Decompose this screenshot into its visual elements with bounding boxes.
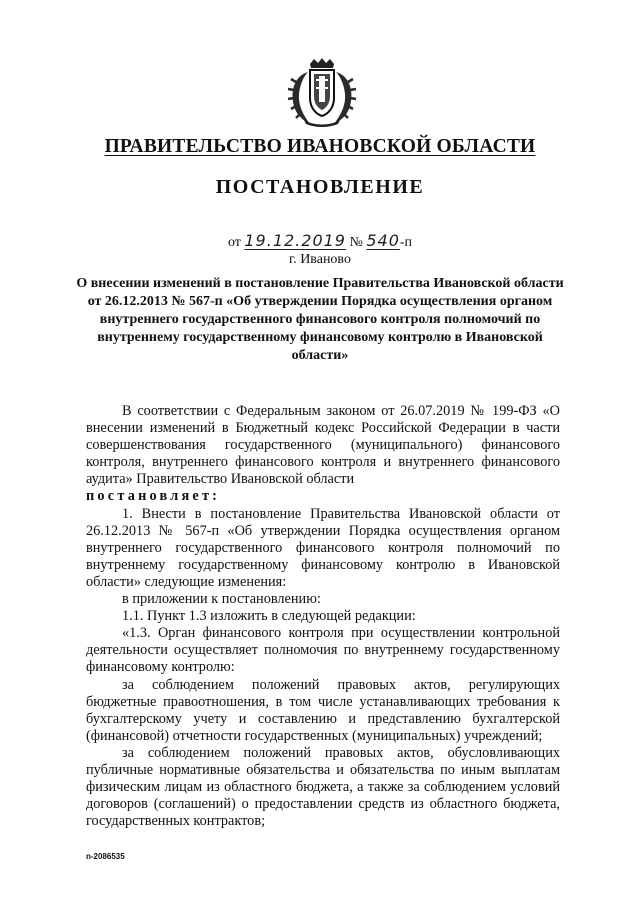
paragraph-3: 1.1. Пункт 1.3 изложить в следующей редакции:: [122, 608, 416, 625]
city: г. Иваново: [289, 252, 351, 267]
footer-code: n-2086535: [86, 852, 125, 861]
document-body: [86, 403, 560, 830]
resolves-line: [86, 488, 560, 505]
organization-title: ПРАВИТЕЛЬСТВО ИВАНОВСКОЙ ОБЛАСТИ: [104, 136, 536, 157]
intro-text: В соответствии с Федеральным законом от 26.07.2019 № 199-ФЗ «О внесении изменений в Бюджетный кодекс Российской Федерации в части совершенствования государственного (муниципального) финансового контроля, внутреннего финансового контроля и внутреннего финансового аудита» Правительство Ивановской области: [86, 403, 560, 488]
date-prefix: от: [227, 235, 241, 250]
date-number-line: [0, 231, 640, 251]
resolves-word: постановляет:: [86, 488, 221, 505]
paragraph-2: в приложении к постановлению:: [122, 591, 321, 608]
document-date: 19.12.2019: [244, 231, 346, 250]
coat-of-arms-icon: [286, 58, 358, 128]
paragraph-1: 1. Внести в постановление Правительства Ивановской области от 26.12.2013 № 567-п «Об утверждении Порядка осуществления органом внутреннего государственного финансового контроля полномочий по внутреннему государственному финансовому контролю в Ивановской области» следующие изменения:: [86, 505, 560, 590]
paragraph-4: «1.3. Орган финансового контроля при осуществлении контрольной деятельности осуществляет полномочия по внутреннему государственному финансовому контролю:: [86, 625, 560, 676]
number-suffix: -п: [399, 235, 413, 250]
paragraph-6: за соблюдением положений правовых актов, обусловливающих публичные нормативные обязательства и обязательства по иным выплатам физическим лицам из областного бюджета, а также за соблюдением условий договоров (соглашений) о предоставлении средств из областного бюджета, государственных контрактов;: [86, 744, 560, 830]
paragraph-5: за соблюдением положений правовых актов, регулирующих бюджетные правоотношения, в том числе устанавливающих требования к бухгалтерскому учету и составлению и представлению бухгалтерской (финансовой) отчетности государственных (муниципальных) учреждений;: [86, 676, 560, 744]
number-prefix: №: [349, 235, 363, 250]
document-subject: О внесении изменений в постановление Правительства Ивановской области от 26.12.2013 № 567-п «Об утверждении Порядка осуществления органом внутреннего государственного финансового контроля полномочий по внутреннему государственному финансовому контролю в Ивановской области»: [76, 276, 564, 363]
document-type-heading: ПОСТАНОВЛЕНИЕ: [215, 176, 425, 198]
intro-paragraph: [86, 403, 560, 488]
document-number: 540: [366, 231, 400, 250]
